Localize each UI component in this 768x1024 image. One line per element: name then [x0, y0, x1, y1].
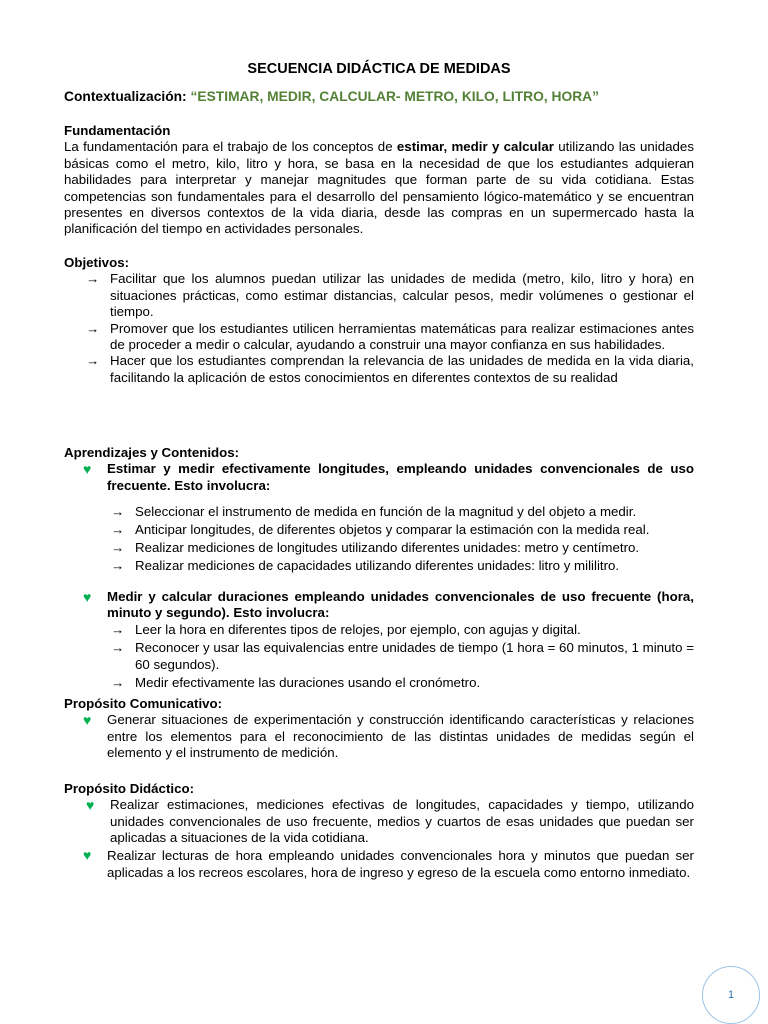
- item-text: Leer la hora en diferentes tipos de relojes, por ejemplo, con agujas y digital.: [135, 621, 581, 637]
- item-text: Realizar mediciones de longitudes utilizando diferentes unidades: metro y centímetro.: [135, 540, 640, 556]
- list-item: [64, 271, 694, 320]
- context-value: “ESTIMAR, MEDIR, CALCULAR- METRO, KILO, LITRO, HORA”: [190, 89, 600, 104]
- item-text: Realizar mediciones de capacidades utilizando diferentes unidades: litro y mililitro.: [135, 557, 620, 573]
- fund-text-b: utilizando las unidades básicas como el metro, kilo, litro y hora, se basa en la necesidad de que los estudiantes adquieran habilidades para interpretar y manejar magnitudes que forman parte de su vida cotidiana. Estas competencias son fundamentales para el desarrollo del pensamiento lógico-matemático y se encuentran presentes en diversos contextos de la vida diaria, desde las compras en un supermercado hasta la planificación del tiempo en actividades personales.: [64, 139, 694, 237]
- contextualizacion-line: [64, 89, 599, 105]
- list-item: [64, 712, 694, 761]
- arrow-icon: →: [111, 522, 125, 538]
- arrow-icon: →: [86, 320, 100, 336]
- heart-icon: ♥: [83, 846, 92, 863]
- list-item: [64, 640, 694, 673]
- context-label: Contextualización:: [64, 89, 187, 104]
- list-item: [64, 522, 694, 538]
- group-title: Medir y calcular duraciones empleando unidades convencionales de uso frecuente (hora, minuto y segundo). Esto involucra:: [107, 589, 694, 621]
- arrow-icon: →: [111, 557, 125, 573]
- list-item: [64, 797, 694, 846]
- arrow-icon: →: [111, 640, 125, 656]
- heart-icon: ♥: [83, 461, 92, 478]
- page-number-text: 1: [727, 988, 735, 1001]
- objetivo-text: Hacer que los estudiantes comprendan la relevancia de las unidades de medida en la vida diaria, facilitando la aplicación de estos conocimientos en diferentes contextos de su realidad: [110, 353, 694, 385]
- group-title: Estimar y medir efectivamente longitudes, empleando unidades convencionales de uso frecuente. Esto involucra:: [107, 461, 694, 493]
- objetivos-heading: Objetivos:: [64, 255, 130, 270]
- list-item: [64, 504, 694, 520]
- proposito-comunicativo-section: [64, 696, 694, 762]
- aprendizaje-group-1: [64, 461, 694, 494]
- proposito-comunicativo-heading: Propósito Comunicativo:: [64, 696, 223, 711]
- heart-icon: ♥: [86, 797, 95, 814]
- page-number: [702, 966, 760, 1024]
- list-item: [64, 847, 694, 882]
- document-title: SECUENCIA DIDÁCTICA DE MEDIDAS: [247, 61, 511, 77]
- item-text: Generar situaciones de experimentación y construcción identificando características y relaciones entre los elementos para el reconocimiento de las distintas unidades de medidas según el elemento y el instrumento de medición.: [107, 712, 694, 761]
- aprendizaje-group-2: [64, 589, 694, 622]
- list-item: [64, 321, 694, 354]
- fund-text-a: La fundamentación para el trabajo de los conceptos de: [64, 139, 397, 155]
- arrow-icon: →: [111, 540, 125, 556]
- list-item: [64, 540, 694, 556]
- aprendizajes-section: [64, 445, 694, 574]
- item-text: Medir efectivamente las duraciones usando el cronómetro.: [135, 675, 481, 691]
- fund-text-bold: estimar, medir y calcular: [396, 139, 554, 155]
- aprendizajes-heading: Aprendizajes y Contenidos:: [64, 445, 240, 460]
- arrow-icon: →: [86, 353, 100, 369]
- list-item: [64, 675, 694, 691]
- aprendizajes-group-2-section: [64, 589, 694, 691]
- item-text: Realizar lecturas de hora empleando unidades convencionales hora y minutos que puedan ser aplicadas a los recreos escolares, hora de ingreso y egreso de la escuela como entorno inmediato.: [107, 847, 694, 881]
- item-text: Anticipar longitudes, de diferentes objetos y comparar la estimación con la medida real.: [135, 522, 650, 538]
- proposito-didactico-heading: Propósito Didáctico:: [64, 781, 195, 796]
- objetivo-text: Facilitar que los alumnos puedan utilizar las unidades de medida (metro, kilo, litro y hora) en situaciones prácticas, como estimar distancias, calcular pesos, medir volúmenes o gestionar el tiempo.: [110, 271, 694, 320]
- item-text: Seleccionar el instrumento de medida en función de la magnitud y del objeto a medir.: [135, 504, 637, 520]
- heart-icon: ♥: [83, 712, 92, 729]
- fundamentacion-paragraph: [64, 139, 694, 237]
- arrow-icon: →: [111, 675, 125, 691]
- arrow-icon: →: [111, 504, 125, 520]
- fundamentacion-section: [64, 123, 694, 238]
- objetivos-section: [64, 255, 694, 386]
- proposito-didactico-section: [64, 781, 694, 882]
- heart-icon: ♥: [83, 589, 92, 605]
- list-item: [64, 353, 694, 386]
- fundamentacion-heading: Fundamentación: [64, 123, 171, 138]
- item-text: Reconocer y usar las equivalencias entre unidades de tiempo (1 hora = 60 minutos, 1 minuto = 60 segundos).: [135, 640, 694, 672]
- list-item: [64, 622, 694, 638]
- list-item: [64, 558, 694, 574]
- item-text: Realizar estimaciones, mediciones efectivas de longitudes, capacidades y tiempo, utilizando unidades convencionales de uso frecuente, medios y cuartos de esas unidades que puedan ser aplicadas a situaciones de la vida cotidiana.: [110, 797, 694, 846]
- arrow-icon: →: [86, 271, 100, 287]
- objetivo-text: Promover que los estudiantes utilicen herramientas matemáticas para realizar estimaciones antes de proceder a medir o calcular, ayudando a construir una mayor confianza en sus habilidades.: [110, 320, 694, 353]
- arrow-icon: →: [111, 621, 125, 637]
